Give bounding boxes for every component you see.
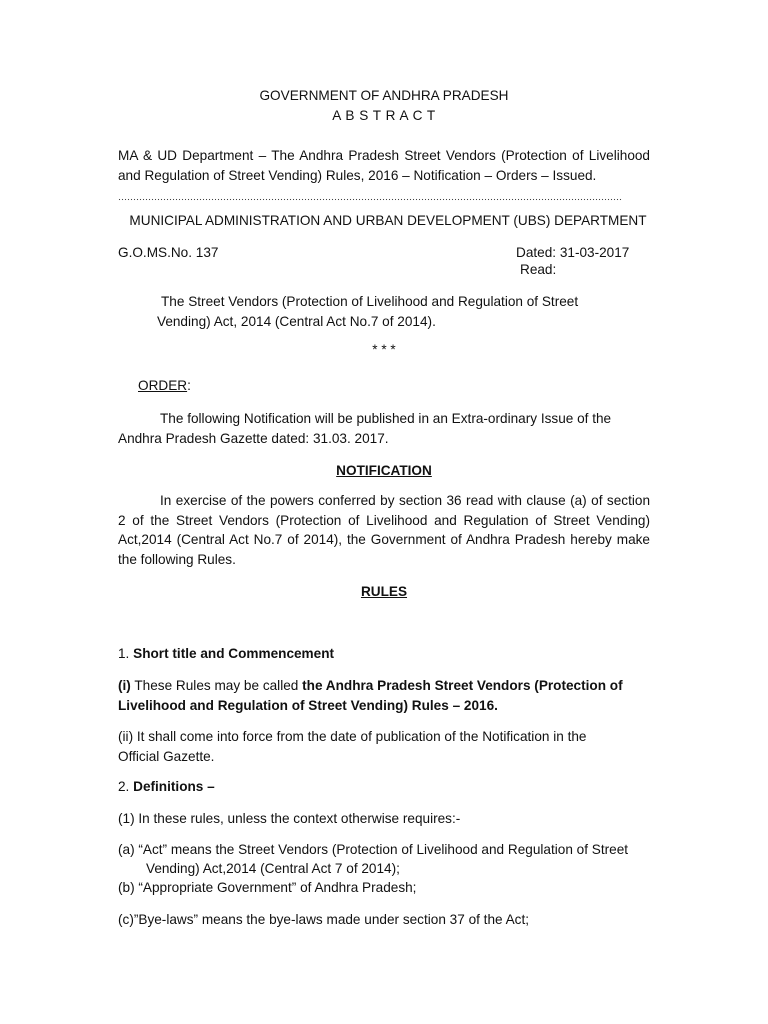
rule-1-i-text: These Rules may be called	[130, 678, 303, 693]
go-date: Dated: 31-03-2017	[516, 245, 630, 260]
reference-text: The Street Vendors (Protection of Livelihood and Regulation of Street Vending) Act, 2014 (Central Act No.7 of 2014).	[157, 294, 579, 329]
rule-1-ii: (ii) It shall come into force from the date of publication of the Notification in the Official Gazette.	[118, 729, 587, 764]
section-1-number: 1.	[118, 646, 134, 661]
order-heading	[138, 376, 191, 396]
separator-stars: * * *	[372, 342, 396, 357]
order-text: The following Notification will be published in an Extra-ordinary Issue of the Andhra Pradesh Gazette dated: 31.03. 2017.	[118, 411, 612, 446]
definition-c: (c)”Bye-laws” means the bye-laws made under section 37 of the Act;	[118, 912, 530, 927]
notification-title: NOTIFICATION	[336, 463, 432, 478]
notification-text: In exercise of the powers conferred by section 36 read with clause (a) of section 2 of the Street Vendors (Protection of Livelihood and Regulation of Street Vending) Act,2014 (Central Act No.7 of 2014), the Government of Andhra Pradesh hereby make the following Rules.	[118, 493, 650, 567]
abstract-heading: A B S T R A C T	[332, 108, 436, 123]
department-line: MUNICIPAL ADMINISTRATION AND URBAN DEVELOPMENT (UBS) DEPARTMENT	[129, 213, 647, 228]
rule-1-i-title: the Andhra Pradesh Street Vendors (Protection of Livelihood and Regulation of Street Vending) Rules – 2016.	[118, 678, 623, 713]
definition-b: (b) “Appropriate Government” of Andhra Pradesh;	[118, 880, 417, 895]
government-heading: GOVERNMENT OF ANDHRA PRADESH	[259, 88, 509, 103]
rules-title: RULES	[360, 584, 408, 599]
dotted-separator	[118, 198, 622, 204]
section-1-heading	[118, 644, 334, 664]
definition-a-line-2: Vending) Act,2014 (Central Act 7 of 2014);	[146, 861, 400, 876]
subject-paragraph: MA & UD Department – The Andhra Pradesh Street Vendors (Protection of Livelihood and Regulation of Street Vending) Rules, 2016 – Notification – Orders – Issued.	[118, 148, 650, 183]
section-2-heading	[118, 777, 215, 797]
go-number: G.O.MS.No. 137	[118, 245, 219, 260]
section-1-title: Short title and Commencement	[133, 646, 335, 661]
order-label: ORDER	[138, 378, 188, 393]
section-2-number: 2.	[118, 779, 134, 794]
rule-1-i-marker: (i)	[118, 678, 131, 693]
section-2-title: Definitions –	[133, 779, 215, 794]
order-colon: :	[187, 378, 191, 393]
definition-a-line-1: (a) “Act” means the Street Vendors (Protection of Livelihood and Regulation of Street	[118, 842, 629, 857]
read-label: Read:	[520, 262, 557, 277]
rule-1-i	[118, 676, 653, 715]
definitions-intro: (1) In these rules, unless the context otherwise requires:-	[118, 811, 461, 826]
